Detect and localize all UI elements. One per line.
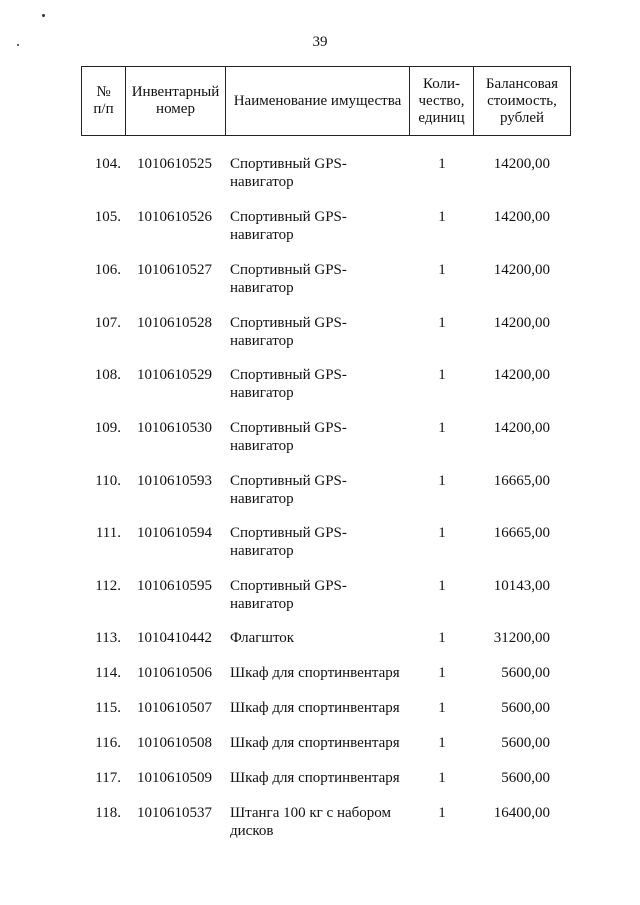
- quantity: 1: [438, 262, 446, 278]
- property-name: [230, 208, 410, 244]
- row-number: 115.: [95, 700, 121, 716]
- property-name-line: Шкаф для спортинвентаря: [230, 700, 400, 716]
- inventory-number: 1010610527: [137, 262, 212, 278]
- header-line: п/п: [93, 101, 114, 117]
- page-number: 39: [312, 34, 328, 50]
- inventory-number: 1010610529: [137, 367, 212, 383]
- quantity: 1: [438, 770, 446, 786]
- balance-cost: 14200,00: [493, 209, 550, 225]
- property-name: [230, 366, 410, 402]
- quantity: 1: [438, 367, 446, 383]
- inventory-number: 1010610593: [137, 473, 212, 489]
- quantity: 1: [438, 578, 446, 594]
- header-line: Балансовая: [485, 75, 559, 92]
- inventory-number: 1010610525: [137, 156, 212, 172]
- property-name: [230, 734, 410, 752]
- inventory-number: 1010610526: [137, 209, 212, 225]
- property-name: [230, 472, 410, 508]
- property-name-line: Спортивный GPS-: [230, 367, 347, 383]
- property-name-line: навигатор: [230, 543, 294, 559]
- property-name-line: Спортивный GPS-: [230, 315, 347, 331]
- balance-cost: 14200,00: [493, 367, 550, 383]
- header-line: номер: [156, 101, 195, 117]
- property-name-line: дисков: [230, 823, 274, 839]
- inventory-number: 1010610595: [137, 578, 212, 594]
- property-name-line: Шкаф для спортинвентаря: [230, 770, 400, 786]
- row-number: 104.: [94, 156, 121, 172]
- balance-cost: 5600,00: [501, 700, 550, 716]
- property-name-line: навигатор: [230, 174, 294, 190]
- balance-cost: 14200,00: [493, 156, 550, 172]
- property-name-line: Шкаф для спортинвентаря: [230, 735, 400, 751]
- inventory-number: 1010610508: [137, 735, 212, 751]
- header-line: Коли-: [422, 75, 461, 92]
- header-line: №: [96, 84, 111, 100]
- quantity: 1: [438, 735, 446, 751]
- row-number: 108.: [94, 367, 121, 383]
- inventory-number: 1010610594: [137, 525, 212, 541]
- inventory-number: 1010610530: [137, 420, 212, 436]
- quantity: 1: [438, 209, 446, 225]
- balance-cost: 16665,00: [493, 525, 550, 541]
- balance-cost: 14200,00: [493, 315, 550, 331]
- quantity: 1: [438, 630, 446, 646]
- inventory-number: 1010610506: [137, 665, 212, 681]
- inventory-number: 1010410442: [137, 630, 212, 646]
- header-line: Инвентарный: [131, 84, 220, 100]
- row-number: 105.: [94, 209, 121, 225]
- property-name: [230, 419, 410, 455]
- property-name-line: Спортивный GPS-: [230, 525, 347, 541]
- header-line: рублей: [499, 109, 545, 126]
- property-name-line: навигатор: [230, 438, 294, 454]
- row-number: 116.: [95, 735, 121, 751]
- balance-cost: 14200,00: [493, 420, 550, 436]
- property-name: [230, 524, 410, 560]
- row-number: 117.: [95, 770, 121, 786]
- property-name-line: Спортивный GPS-: [230, 473, 347, 489]
- quantity: 1: [438, 315, 446, 331]
- property-name-line: Спортивный GPS-: [230, 262, 347, 278]
- property-name-line: Штанга 100 кг с набором: [230, 805, 391, 821]
- balance-cost: 16665,00: [493, 473, 550, 489]
- balance-cost: 14200,00: [493, 262, 550, 278]
- balance-cost: 10143,00: [493, 578, 550, 594]
- property-name: [230, 699, 410, 717]
- balance-cost: 5600,00: [501, 735, 550, 751]
- property-name-line: Спортивный GPS-: [230, 578, 347, 594]
- property-name-line: навигатор: [230, 333, 294, 349]
- property-name: [230, 664, 410, 682]
- property-name: [230, 261, 410, 297]
- header-line: стоимость,: [487, 92, 557, 109]
- row-number: 118.: [95, 805, 121, 821]
- property-name-line: навигатор: [230, 491, 294, 507]
- quantity: 1: [438, 525, 446, 541]
- inventory-number: 1010610537: [137, 805, 212, 821]
- balance-cost: 5600,00: [501, 665, 550, 681]
- row-number: 106.: [94, 262, 121, 278]
- row-number: 112.: [95, 578, 121, 594]
- property-name: [230, 769, 410, 787]
- quantity: 1: [438, 805, 446, 821]
- header-line: чество,: [418, 92, 465, 109]
- property-name-line: Спортивный GPS-: [230, 420, 347, 436]
- property-name-line: Спортивный GPS-: [230, 209, 347, 225]
- property-name: [230, 804, 410, 840]
- quantity: 1: [438, 665, 446, 681]
- inventory-number: 1010610528: [137, 315, 212, 331]
- row-number: 111.: [95, 525, 121, 541]
- row-number: 109.: [94, 420, 121, 436]
- quantity: 1: [438, 700, 446, 716]
- header-line: Наименование имущества: [233, 92, 402, 109]
- row-number: 114.: [95, 665, 121, 681]
- quantity: 1: [438, 420, 446, 436]
- property-name-line: навигатор: [230, 385, 294, 401]
- property-name-line: навигатор: [230, 280, 294, 296]
- property-name-line: навигатор: [230, 227, 294, 243]
- balance-cost: 16400,00: [493, 805, 550, 821]
- quantity: 1: [438, 156, 446, 172]
- header-line: единиц: [418, 109, 465, 126]
- property-name-line: Шкаф для спортинвентаря: [230, 665, 400, 681]
- property-name: [230, 577, 410, 613]
- property-name: [230, 155, 410, 191]
- row-number: 113.: [95, 630, 121, 646]
- quantity: 1: [438, 473, 446, 489]
- row-number: 110.: [95, 473, 121, 489]
- property-name-line: Спортивный GPS-: [230, 156, 347, 172]
- inventory-number: 1010610509: [137, 770, 212, 786]
- property-name: [230, 314, 410, 350]
- balance-cost: 31200,00: [493, 630, 550, 646]
- property-name-line: навигатор: [230, 596, 294, 612]
- balance-cost: 5600,00: [501, 770, 550, 786]
- property-name-line: Флагшток: [230, 630, 295, 646]
- row-number: 107.: [94, 315, 121, 331]
- property-name: [230, 629, 410, 647]
- inventory-number: 1010610507: [137, 700, 212, 716]
